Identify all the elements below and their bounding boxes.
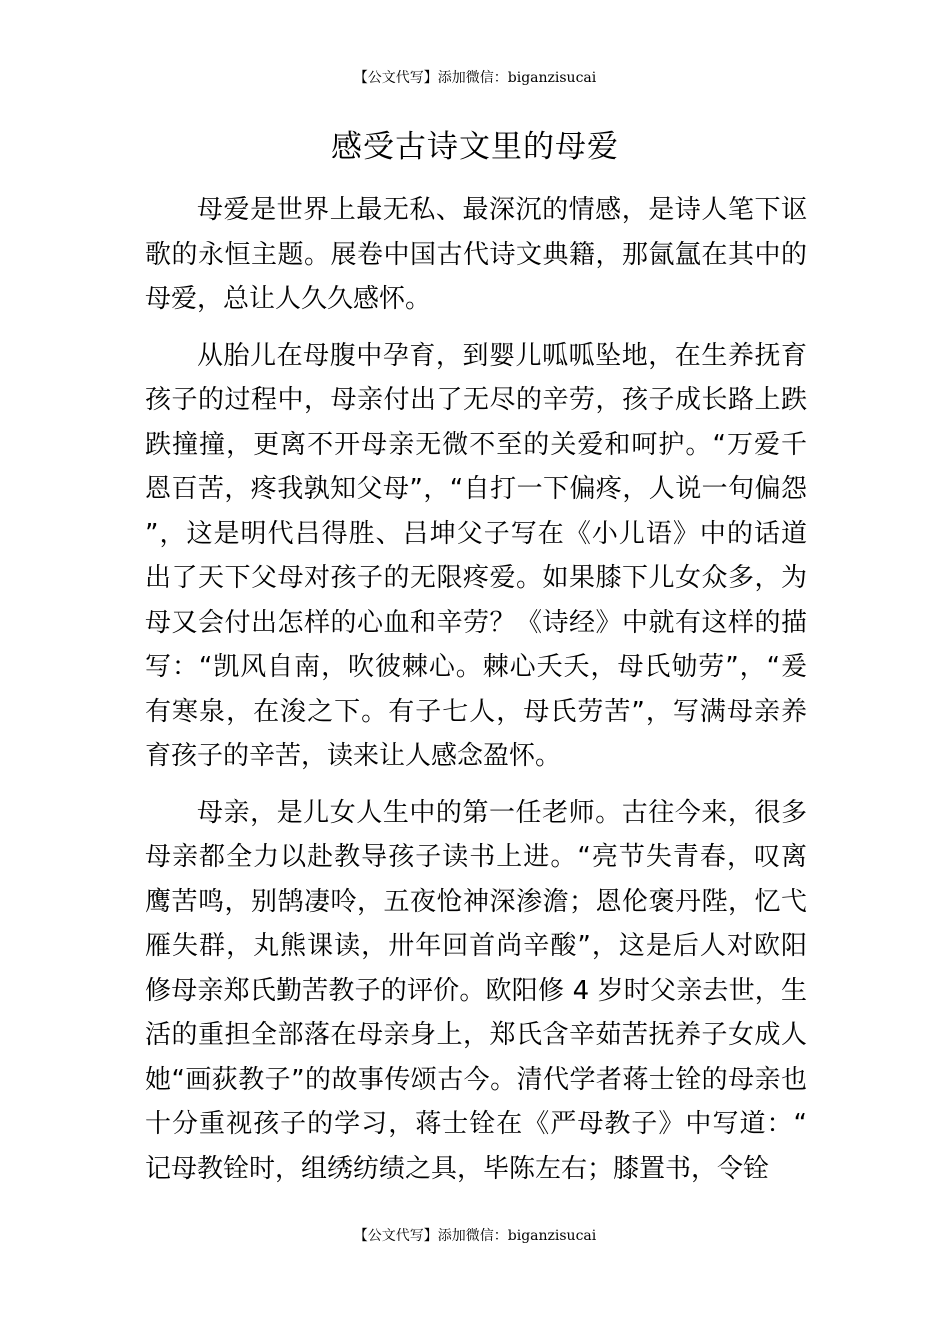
paragraph-2: 从胎儿在母腹中孕育，到婴儿呱呱坠地，在生养抚育孩子的过程中，母亲付出了无尽的辛劳，孩子成长路上跌跌撞撞，更离不开母亲无微不至的关爱和呵护。“万爱千恩百苦，疼我孰知父母”，“自打一下偏疼，人说一句偏怨”，这是明代吕得胜、吕坤父子写在《小儿语》中的话道出了天下父母对孩子的无限疼爱。如果膝下儿女众多，为母又会付出怎样的心血和辛劳？《诗经》中就有这样的描写：“凯风自南，吹彼棘心。棘心夭夭，母氏劬劳”，“爰有寒泉，在浚之下。有子七人，母氏劳苦”，写满母亲养育孩子的辛苦，读来让人感念盈怀。 [145, 340, 807, 771]
document-body [145, 188, 807, 1203]
page-footer: 【公文代写】添加微信：biganzisucai [353, 1228, 597, 1244]
document-title: 感受古诗文里的母爱 [331, 129, 619, 165]
paragraph-1: 母爱是世界上最无私、最深沉的情感，是诗人笔下讴歌的永恒主题。展卷中国古代诗文典籍，那氤氲在其中的母爱，总让人久久感怀。 [145, 195, 807, 314]
paragraph-3: 母亲，是儿女人生中的第一任老师。古往今来，很多母亲都全力以赴教导孩子读书上进。“亮节失青春，叹离鹰苦鸣，别鹄凄呤，五夜怆神深渗澹；恩伦褒丹陛，忆弋雁失群，丸熊课读，卅年回首尚辛酸”，这是后人对欧阳修母亲郑氏勤苦教子的评价。欧阳修 4 岁时父亲去世，生活的重担全部落在母亲身上，郑氏含辛茹苦抚养子女成人她“画荻教子”的故事传颂古今。清代学者蒋士铨的母亲也十分重视孩子的学习，蒋士铨在《严母教子》中写道：“记母教铨时，组绣纺绩之具，毕陈左右；膝置书，令铨 [145, 797, 807, 1184]
page-header: 【公文代写】添加微信：biganzisucai [353, 70, 597, 86]
